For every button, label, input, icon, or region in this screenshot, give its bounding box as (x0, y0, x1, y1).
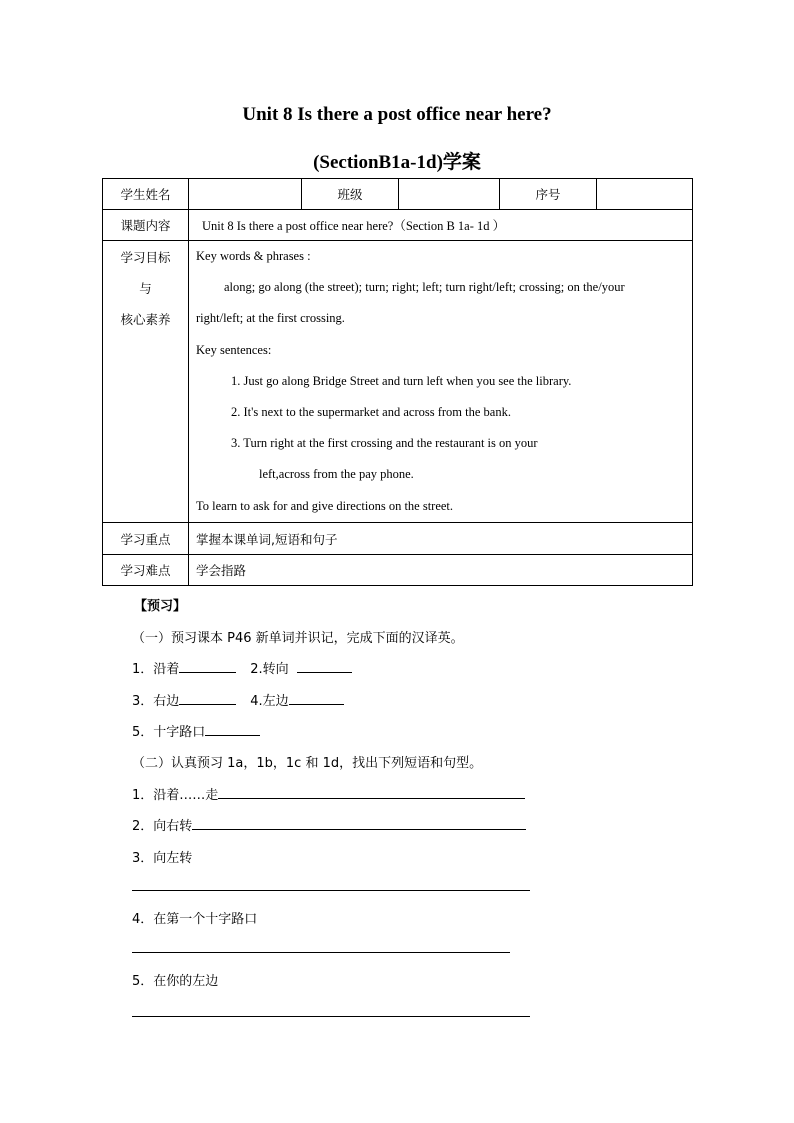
answer-blank[interactable] (218, 786, 525, 799)
item-label: 1．沿着 (132, 662, 180, 677)
goals-line: To learn to ask for and give directions on the street. (196, 498, 454, 513)
goals-line: Key words & phrases : (196, 249, 311, 263)
answer-blank[interactable] (179, 660, 236, 673)
goals-line: 3. Turn right at the first crossing and the restaurant is on your (231, 436, 538, 451)
answer-blank[interactable] (179, 692, 236, 705)
table-row (103, 523, 693, 555)
item-label: 4.左边 (250, 694, 289, 709)
answer-blank[interactable] (297, 660, 352, 673)
goals-label-line: 学习目标 (120, 250, 171, 265)
list-item (132, 784, 525, 803)
goals-line: Key sentences: (196, 342, 272, 357)
goals-content (189, 241, 693, 523)
student-name-label: 学生姓名 (103, 179, 189, 210)
difficulties-label: 学习难点 (103, 555, 189, 586)
answer-line[interactable] (132, 890, 530, 891)
list-item: 4．在第一个十字路口 (132, 912, 258, 927)
goals-label-line: 与 (139, 281, 152, 296)
item-label: 1．沿着……走 (132, 788, 219, 803)
class-field[interactable] (399, 179, 500, 210)
list-item (132, 658, 352, 677)
seat-no-label: 序号 (500, 179, 597, 210)
part1-instruction: （一）预习课本 P46 新单词并识记，完成下面的汉译英。 (132, 631, 464, 646)
preview-heading: 【预习】 (134, 599, 187, 614)
item-label: 2．向右转 (132, 819, 193, 834)
topic-label: 课题内容 (103, 210, 189, 241)
item-label: 5．十字路口 (132, 725, 206, 740)
list-item (132, 721, 260, 740)
seat-no-field[interactable] (597, 179, 693, 210)
class-label: 班级 (302, 179, 399, 210)
list-item (132, 815, 526, 834)
answer-blank[interactable] (289, 692, 344, 705)
goals-line: left,across from the pay phone. (259, 467, 414, 482)
list-item (132, 690, 344, 709)
goals-line: right/left; at the first crossing. (196, 311, 345, 326)
item-label: 2.转向 (250, 662, 289, 677)
goals-line: 2. It's next to the supermarket and across from the bank. (231, 405, 511, 420)
key-points-value: 掌握本课单词,短语和句子 (189, 523, 693, 555)
goals-line: 1. Just go along Bridge Street and turn left when you see the library. (231, 373, 572, 388)
answer-line[interactable] (132, 1016, 530, 1017)
list-item: 3．向左转 (132, 851, 193, 866)
part2-instruction: （二）认真预习 1a，1b，1c 和 1d，找出下列短语和句型。 (132, 756, 483, 771)
goals-label-line: 核心素养 (120, 312, 171, 327)
info-table (102, 178, 693, 586)
table-row (103, 210, 693, 241)
goals-line: along; go along (the street); turn; right; left; turn right/left; crossing; on the/your (224, 280, 625, 295)
key-points-label: 学习重点 (103, 523, 189, 555)
list-item: 5．在你的左边 (132, 974, 219, 989)
topic-value: Unit 8 Is there a post office near here?（Section B 1a- 1d ） (189, 210, 693, 241)
page-subtitle: (SectionB1a-1d)学案 (313, 152, 481, 173)
student-name-field[interactable] (189, 179, 302, 210)
table-row (103, 241, 693, 523)
table-row (103, 179, 693, 210)
goals-label (103, 241, 189, 523)
answer-blank[interactable] (205, 723, 260, 736)
table-row (103, 555, 693, 586)
page-title: Unit 8 Is there a post office near here? (242, 104, 552, 125)
answer-blank[interactable] (192, 817, 526, 830)
answer-line[interactable] (132, 952, 510, 953)
difficulties-value: 学会指路 (189, 555, 693, 586)
item-label: 3．右边 (132, 694, 180, 709)
